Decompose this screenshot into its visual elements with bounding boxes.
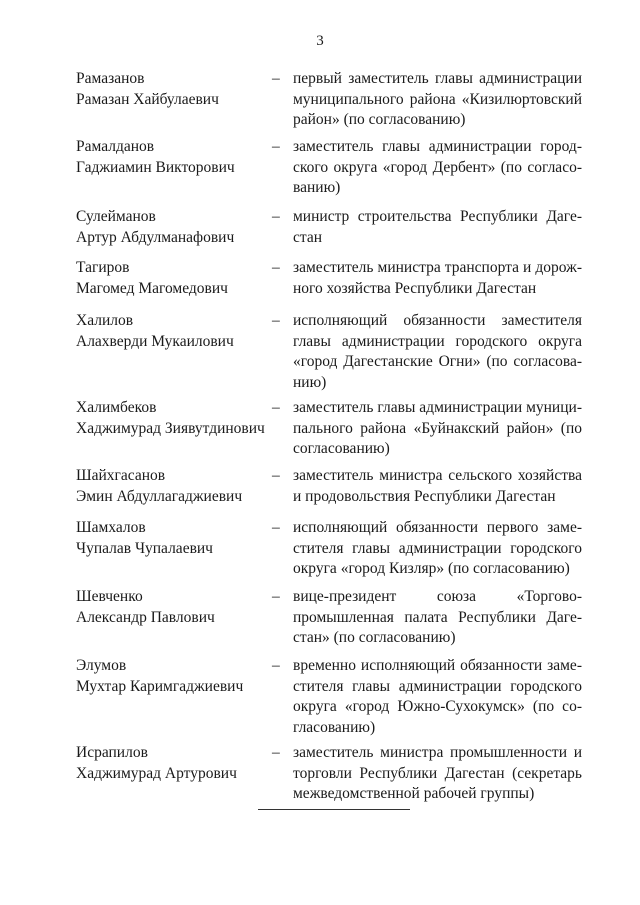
dash-separator: – — [272, 399, 280, 416]
member-given-name: Александр Павлович — [76, 608, 215, 626]
member-position: заместитель главы администрации городского округа «город Дербент» (по согласованию) — [293, 138, 582, 197]
dash-separator: – — [272, 312, 280, 329]
member-surname: Сулейманов — [76, 208, 156, 225]
member-surname: Рамалданов — [76, 138, 155, 155]
member-name — [76, 311, 266, 352]
dash-separator: – — [272, 208, 280, 225]
member-surname: Шамхалов — [76, 519, 146, 536]
member-position: исполняющий обязанности первого заместителя главы администрации городского округа «город Кизляр» (по согласованию) — [293, 519, 582, 578]
dash-separator: – — [272, 259, 280, 276]
member-position: исполняющий обязанности заместителя главы администрации городского округа «город Дагестанские Огни» (по согласованию) — [293, 312, 582, 391]
member-position: вице-президент союза «Торгово-промышленная палата Республики Дагестан» (по согласованию) — [293, 588, 582, 647]
member-position: заместитель министра транспорта и дорожного хозяйства Республики Дагестан — [293, 259, 582, 297]
member-surname: Элумов — [76, 657, 127, 674]
member-surname: Шайхгасанов — [76, 467, 166, 484]
member-given-name: Артур Абдулманафович — [76, 228, 235, 246]
member-given-name: Алахверди Мукаилович — [76, 332, 234, 350]
page-number: 3 — [316, 33, 324, 49]
dash-separator: – — [272, 588, 280, 605]
closing-rule — [258, 809, 410, 810]
member-name — [76, 743, 266, 784]
member-name — [76, 69, 266, 110]
member-surname: Халимбеков — [76, 399, 157, 416]
member-name — [76, 258, 266, 299]
member-given-name: Магомед Магомедович — [76, 279, 228, 297]
dash-separator: – — [272, 744, 280, 761]
member-given-name: Гаджиамин Викторович — [76, 158, 235, 176]
member-position: министр строительства Республики Дагестан — [293, 208, 582, 246]
member-position: первый заместитель главы администрации муниципального района «Кизилюртовский район» (по согласованию) — [293, 70, 582, 129]
member-name — [76, 518, 266, 559]
member-position: заместитель главы администрации муниципального района «Буйнакский район» (по согласованию) — [293, 399, 582, 458]
member-given-name: Мухтар Каримгаджиевич — [76, 677, 244, 695]
dash-separator: – — [272, 467, 280, 484]
member-given-name: Хаджимурад Зиявутдинович — [76, 419, 265, 437]
member-name — [76, 587, 266, 628]
member-given-name: Чупалав Чупалаевич — [76, 539, 213, 557]
member-position: временно исполняющий обязанности заместителя главы администрации городского округа «город Южно-Сухокумск» (по согласованию) — [293, 657, 582, 736]
member-surname: Рамазанов — [76, 70, 145, 87]
member-name — [76, 466, 266, 507]
member-position: заместитель министра промышленности и торговли Республики Дагестан (секретарь межведомственной рабочей группы) — [293, 744, 582, 803]
dash-separator: – — [272, 70, 280, 87]
dash-separator: – — [272, 657, 280, 674]
member-surname: Шевченко — [76, 588, 143, 605]
member-surname: Исрапилов — [76, 744, 148, 761]
member-name — [76, 137, 266, 178]
member-surname: Халилов — [76, 312, 134, 329]
dash-separator: – — [272, 519, 280, 536]
member-name — [76, 656, 266, 697]
member-position: заместитель министра сельского хозяйства и продовольствия Республики Дагестан — [293, 467, 582, 505]
member-surname: Тагиров — [76, 259, 130, 276]
member-given-name: Хаджимурад Артурович — [76, 764, 237, 782]
member-given-name: Эмин Абдуллагаджиевич — [76, 487, 243, 505]
dash-separator: – — [272, 138, 280, 155]
member-given-name: Рамазан Хайбулаевич — [76, 90, 219, 108]
member-name — [76, 398, 266, 439]
member-name — [76, 207, 266, 248]
